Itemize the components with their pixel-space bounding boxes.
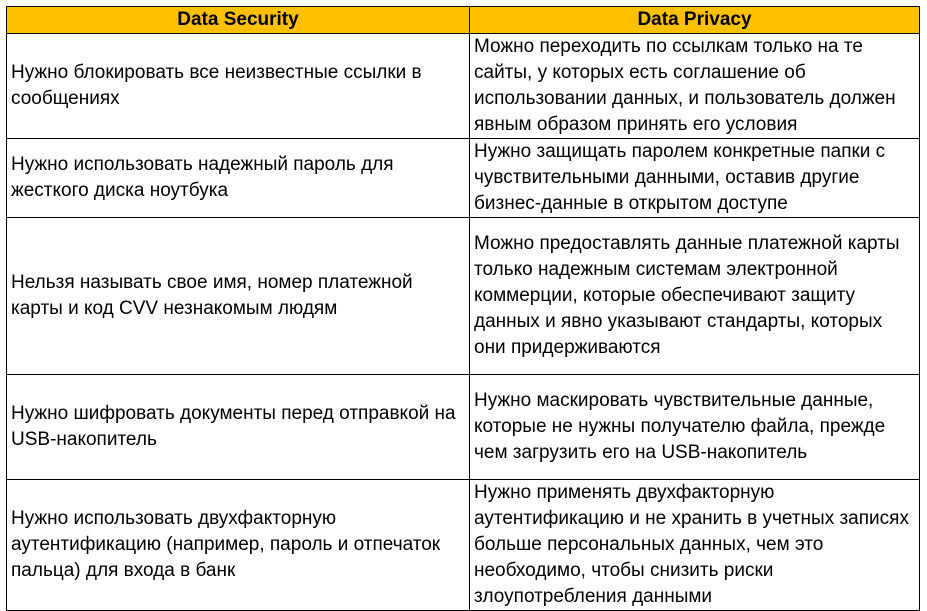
security-cell: Нужно шифровать документы перед отправкой на USB-накопитель <box>7 375 470 480</box>
privacy-cell: Можно переходить по ссылкам только на те сайты, у которых есть соглашение об использовании данных, и пользователь должен явным образом принять его условия <box>470 34 920 139</box>
table-row <box>7 139 920 218</box>
security-cell: Нельзя называть свое имя, номер платежной карты и код CVV незнакомым людям <box>7 218 470 375</box>
header-data-security: Data Security <box>7 7 470 34</box>
security-cell: Нужно использовать двухфакторную аутентификацию (например, пароль и отпечаток пальца) для входа в банк <box>7 480 470 611</box>
security-cell: Нужно использовать надежный пароль для жесткого диска ноутбука <box>7 139 470 218</box>
privacy-cell: Нужно применять двухфакторную аутентификацию и не хранить в учетных записях больше персональных данных, чем это необходимо, чтобы снизить риски злоупотребления данными <box>470 480 920 611</box>
privacy-cell: Можно предоставлять данные платежной карты только надежным системам электронной коммерции, которые обеспечивают защиту данных и явно указывают стандарты, которых они придерживаются <box>470 218 920 375</box>
privacy-cell: Нужно защищать паролем конкретные папки с чувствительными данными, оставив другие бизнес-данные в открытом доступе <box>470 139 920 218</box>
header-row <box>7 7 920 34</box>
table-row <box>7 218 920 375</box>
privacy-cell: Нужно маскировать чувствительные данные, которые не нужны получателю файла, прежде чем загрузить его на USB-накопитель <box>470 375 920 480</box>
table-row <box>7 375 920 480</box>
security-cell: Нужно блокировать все неизвестные ссылки в сообщениях <box>7 34 470 139</box>
header-data-privacy: Data Privacy <box>470 7 920 34</box>
comparison-table <box>6 6 920 611</box>
table-row <box>7 480 920 611</box>
table-row <box>7 34 920 139</box>
